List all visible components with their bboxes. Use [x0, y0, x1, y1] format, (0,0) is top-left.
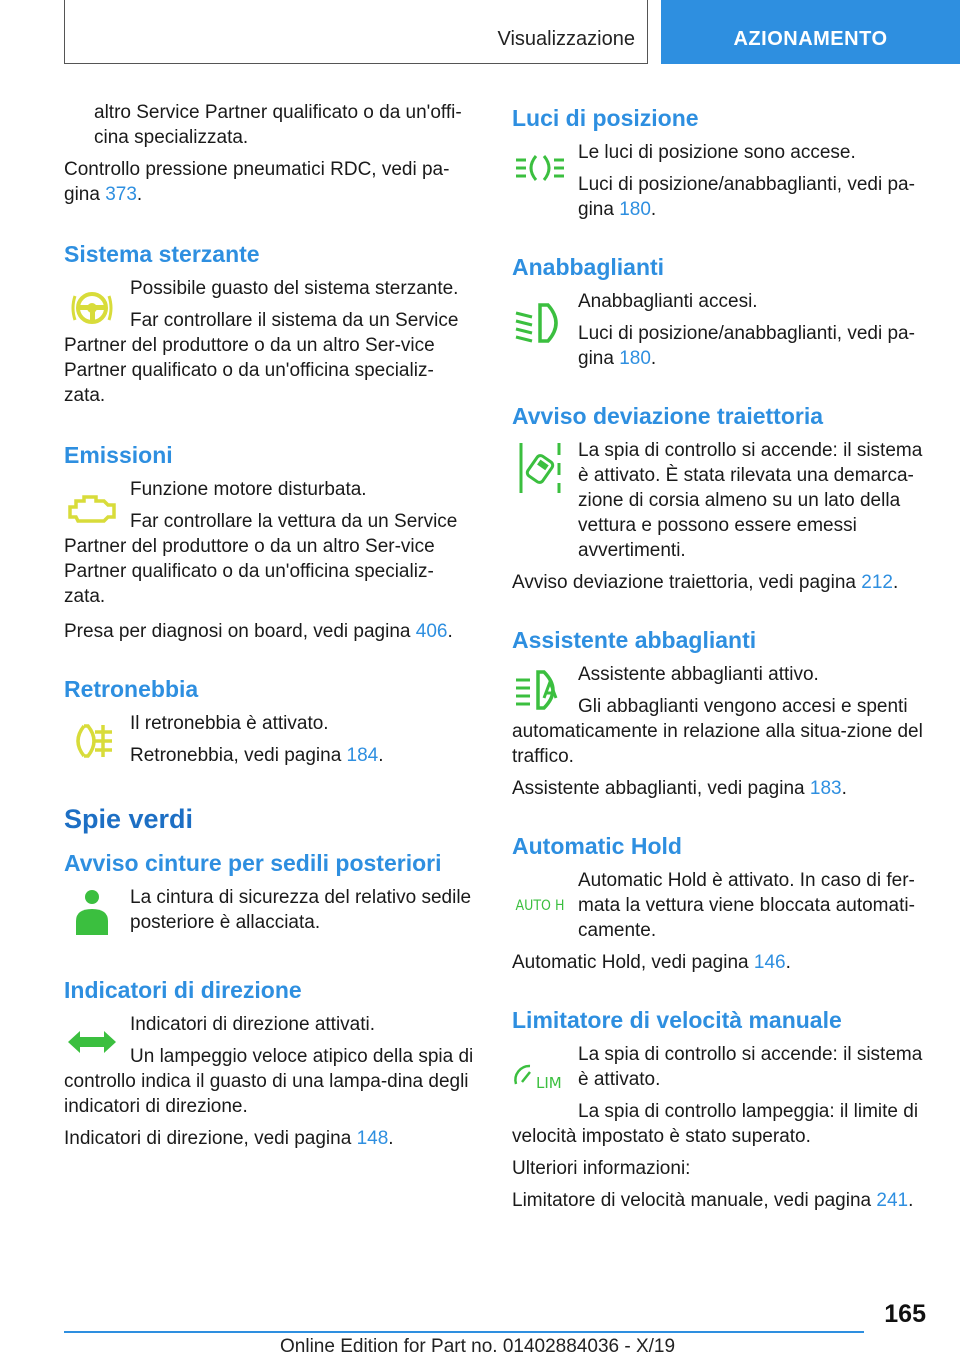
turn-signal-ref: Indicatori di direzione, vedi pagina 148.	[64, 1128, 394, 1149]
speed-limiter-heading: Limitatore di velocità manuale	[512, 1007, 842, 1033]
speed-limiter-text-3: Ulteriori informazioni:	[512, 1158, 691, 1179]
lane-departure-text-1: La spia di controllo si accende: il sistema è attivato. È stata rilevata una demarca-zione di corsia almeno su un lato della vettura e possono essere emessi avvertimenti.	[578, 440, 923, 561]
low-beam-block	[512, 289, 924, 371]
page-ref-link[interactable]: 373	[105, 184, 137, 205]
green-lights-heading: Spie verdi	[64, 804, 194, 834]
turn-signal-text-2: Un lampeggio veloce atipico della spia di controllo indica il guasto di una lampa-dina degli indicatori di direzione.	[64, 1046, 474, 1117]
seatbelt-icon	[64, 885, 120, 941]
page-number: 165	[884, 1300, 926, 1328]
auto-hold-icon: AUTO H	[515, 898, 565, 914]
position-lights-heading: Luci di posizione	[512, 105, 699, 131]
page-ref-link[interactable]: 212	[861, 572, 893, 593]
lane-departure-ref: Avviso deviazione traiettoria, vedi pagina 212.	[512, 572, 899, 593]
steering-block	[64, 276, 474, 408]
high-beam-assist-block	[512, 662, 924, 769]
rear-fog-block	[64, 711, 474, 768]
obd-paragraph: Presa per diagnosi on board, vedi pagina 406.	[64, 621, 453, 642]
page-ref-link[interactable]: 184	[346, 745, 379, 766]
steering-heading: Sistema sterzante	[64, 241, 260, 267]
low-beam-text-2: Luci di posizione/anabbaglianti, vedi pa-gina 180.	[578, 323, 915, 369]
high-beam-assist-text-1: Assistente abbaglianti attivo.	[578, 664, 819, 685]
speed-limiter-text-2: La spia di controllo lampeggia: il limite di velocità impostato è stato superato.	[512, 1101, 919, 1147]
high-beam-assist-text-2: Gli abbaglianti vengono accesi e spenti automaticamente in relazione alla situa-zione del traffico.	[512, 696, 923, 767]
section-title: Visualizzazione	[497, 28, 635, 50]
footer-divider	[64, 1331, 864, 1333]
lane-departure-icon	[512, 438, 568, 498]
page-ref-link[interactable]: 183	[809, 778, 842, 799]
left-column	[64, 100, 474, 1158]
rear-fog-text-1: Il retronebbia è attivato.	[130, 713, 329, 734]
chapter-tab[interactable]: AZIONAMENTO	[661, 0, 960, 64]
speed-limiter-text-1: La spia di controllo si accende: il sistema è attivato.	[578, 1044, 923, 1090]
low-beam-icon	[512, 295, 568, 351]
position-lights-text-2: Luci di posizione/anabbaglianti, vedi pa-gina 180.	[578, 174, 915, 220]
speed-limiter-block	[512, 1042, 924, 1149]
position-lights-text-1: Le luci di posizione sono accese.	[578, 142, 856, 163]
lane-departure-heading: Avviso deviazione traiettoria	[512, 403, 824, 429]
page-ref-link[interactable]: 146	[753, 952, 786, 973]
right-column	[512, 100, 924, 1220]
high-beam-assist-icon	[512, 662, 568, 718]
page-ref-link[interactable]: 148	[356, 1128, 389, 1149]
rear-fog-heading: Retronebbia	[64, 676, 199, 702]
automatic-hold-heading: Automatic Hold	[512, 833, 682, 859]
speed-limiter-ref: Limitatore di velocità manuale, vedi pagina 241.	[512, 1190, 914, 1211]
steering-warning-icon	[64, 280, 120, 336]
steering-text-1: Possibile guasto del sistema sterzante.	[130, 278, 459, 299]
engine-warning-icon	[64, 481, 120, 537]
edition-footer: Online Edition for Part no. 01402884036 - X/19	[280, 1336, 676, 1357]
turn-signal-text-1: Indicatori di direzione attivati.	[130, 1014, 376, 1035]
rear-fog-icon	[64, 713, 120, 769]
high-beam-assist-heading: Assistente abbaglianti	[512, 627, 757, 653]
rear-belt-heading: Avviso cinture per sedili posteriori	[64, 850, 442, 876]
position-lights-block	[512, 140, 924, 222]
automatic-hold-text-1: Automatic Hold è attivato. In caso di fer-mata la vettura viene bloccata automati-camente.	[578, 870, 915, 941]
page-ref-link[interactable]: 180	[619, 348, 651, 369]
svg-text:LIM: LIM	[536, 1074, 562, 1092]
rear-fog-text-2: Retronebbia, vedi pagina 184.	[130, 745, 384, 766]
emissions-text-2: Far controllare la vettura da un Service Partner del produttore o da un altro Ser-vice Partner qualificato o da un'officina specializ-zata.	[64, 511, 458, 607]
rear-belt-block	[64, 885, 474, 935]
emissions-block	[64, 477, 474, 609]
page-ref-link[interactable]: 241	[876, 1190, 909, 1211]
intro-continuation: altro Service Partner qualificato o da un'offi-cina specializzata.	[94, 102, 462, 148]
position-lights-icon	[512, 140, 568, 196]
automatic-hold-block	[512, 868, 924, 943]
low-beam-text-1: Anabbaglianti accesi.	[578, 291, 758, 312]
rear-belt-text: La cintura di sicurezza del relativo sedile posteriore è allacciata.	[130, 887, 472, 933]
speed-limiter-icon	[512, 1046, 568, 1102]
steering-text-2: Far controllare il sistema da un Service Partner del produttore o da un altro Ser-vice Partner qualificato o da un'officina specializ-zata.	[64, 310, 459, 406]
turn-signal-heading: Indicatori di direzione	[64, 977, 302, 1003]
emissions-text-1: Funzione motore disturbata.	[130, 479, 367, 500]
turn-signal-block	[64, 1012, 474, 1119]
page-ref-link[interactable]: 180	[619, 199, 651, 220]
page-ref-link[interactable]: 406	[415, 621, 448, 642]
high-beam-assist-ref: Assistente abbaglianti, vedi pagina 183.	[512, 778, 847, 799]
emissions-heading: Emissioni	[64, 442, 173, 468]
rdc-paragraph: Controllo pressione pneumatici RDC, vedi pa-gina 373.	[64, 159, 450, 205]
lane-departure-block	[512, 438, 924, 563]
header-box	[64, 0, 648, 64]
turn-signal-icon	[64, 1014, 120, 1070]
automatic-hold-ref: Automatic Hold, vedi pagina 146.	[512, 952, 791, 973]
low-beam-heading: Anabbaglianti	[512, 254, 665, 280]
